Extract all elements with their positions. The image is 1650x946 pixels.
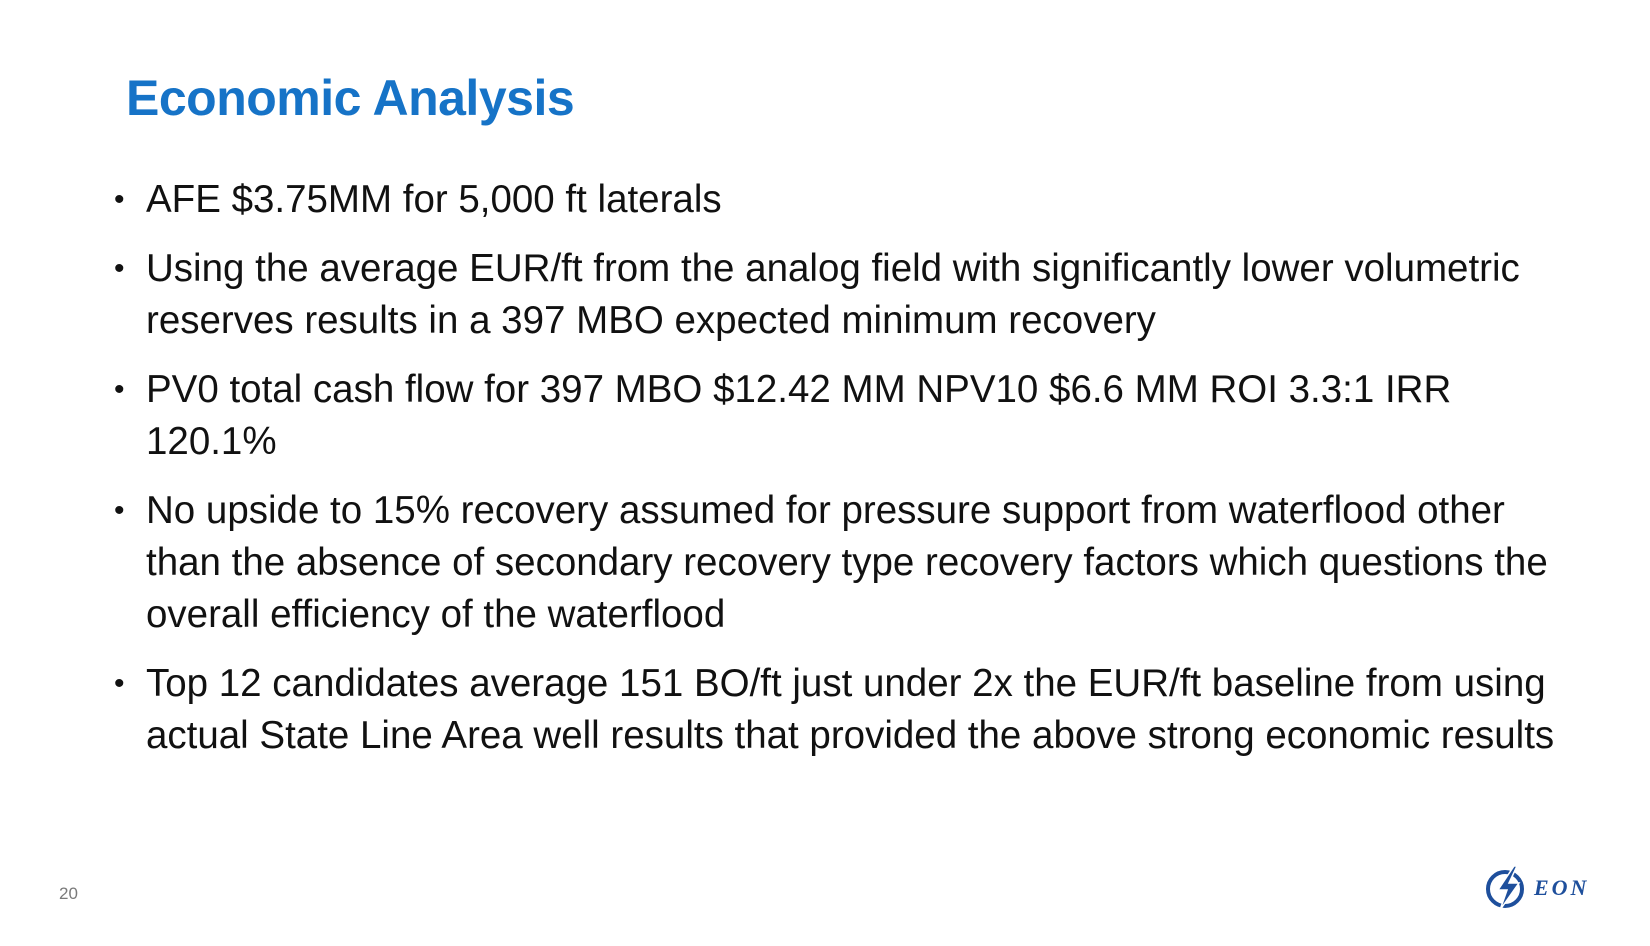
bullet-item-2 <box>112 243 1572 347</box>
bullet-text-upside: No upside to 15% recovery assumed for pressure support from waterflood other than the absence of secondary recovery type recovery factors which questions the overall efficiency of the waterflood <box>146 489 1548 636</box>
bullet-text-eur: Using the average EUR/ft from the analog field with significantly lower volumetric reserves results in a 397 MBO expected minimum recovery <box>146 247 1520 342</box>
bullet-icon: • <box>114 667 125 700</box>
lightning-bolt-icon <box>1484 863 1530 913</box>
bullet-item-3 <box>112 364 1572 468</box>
eon-logo <box>1484 862 1600 914</box>
page-number: 20 <box>59 884 78 903</box>
bullet-text-candidates: Top 12 candidates average 151 BO/ft just under 2x the EUR/ft baseline from using actual State Line Area well results that provided the above strong economic results <box>146 662 1555 757</box>
logo-text: EON <box>1534 875 1590 900</box>
bullet-icon: • <box>114 494 125 527</box>
bullet-text-cash-flow: PV0 total cash flow for 397 MBO $12.42 MM NPV10 $6.6 MM ROI 3.3:1 IRR 120.1% <box>146 368 1452 463</box>
bullet-icon: • <box>114 183 125 216</box>
bullet-item-5 <box>112 658 1572 762</box>
bullet-item-1 <box>112 174 1572 226</box>
bullet-text-afe: AFE $3.75MM for 5,000 ft laterals <box>146 178 722 221</box>
bullet-icon: • <box>114 252 125 285</box>
bullet-icon: • <box>114 373 125 406</box>
bullet-item-4 <box>112 485 1572 641</box>
slide-title: Economic Analysis <box>126 70 575 126</box>
bullet-list <box>112 174 1572 779</box>
